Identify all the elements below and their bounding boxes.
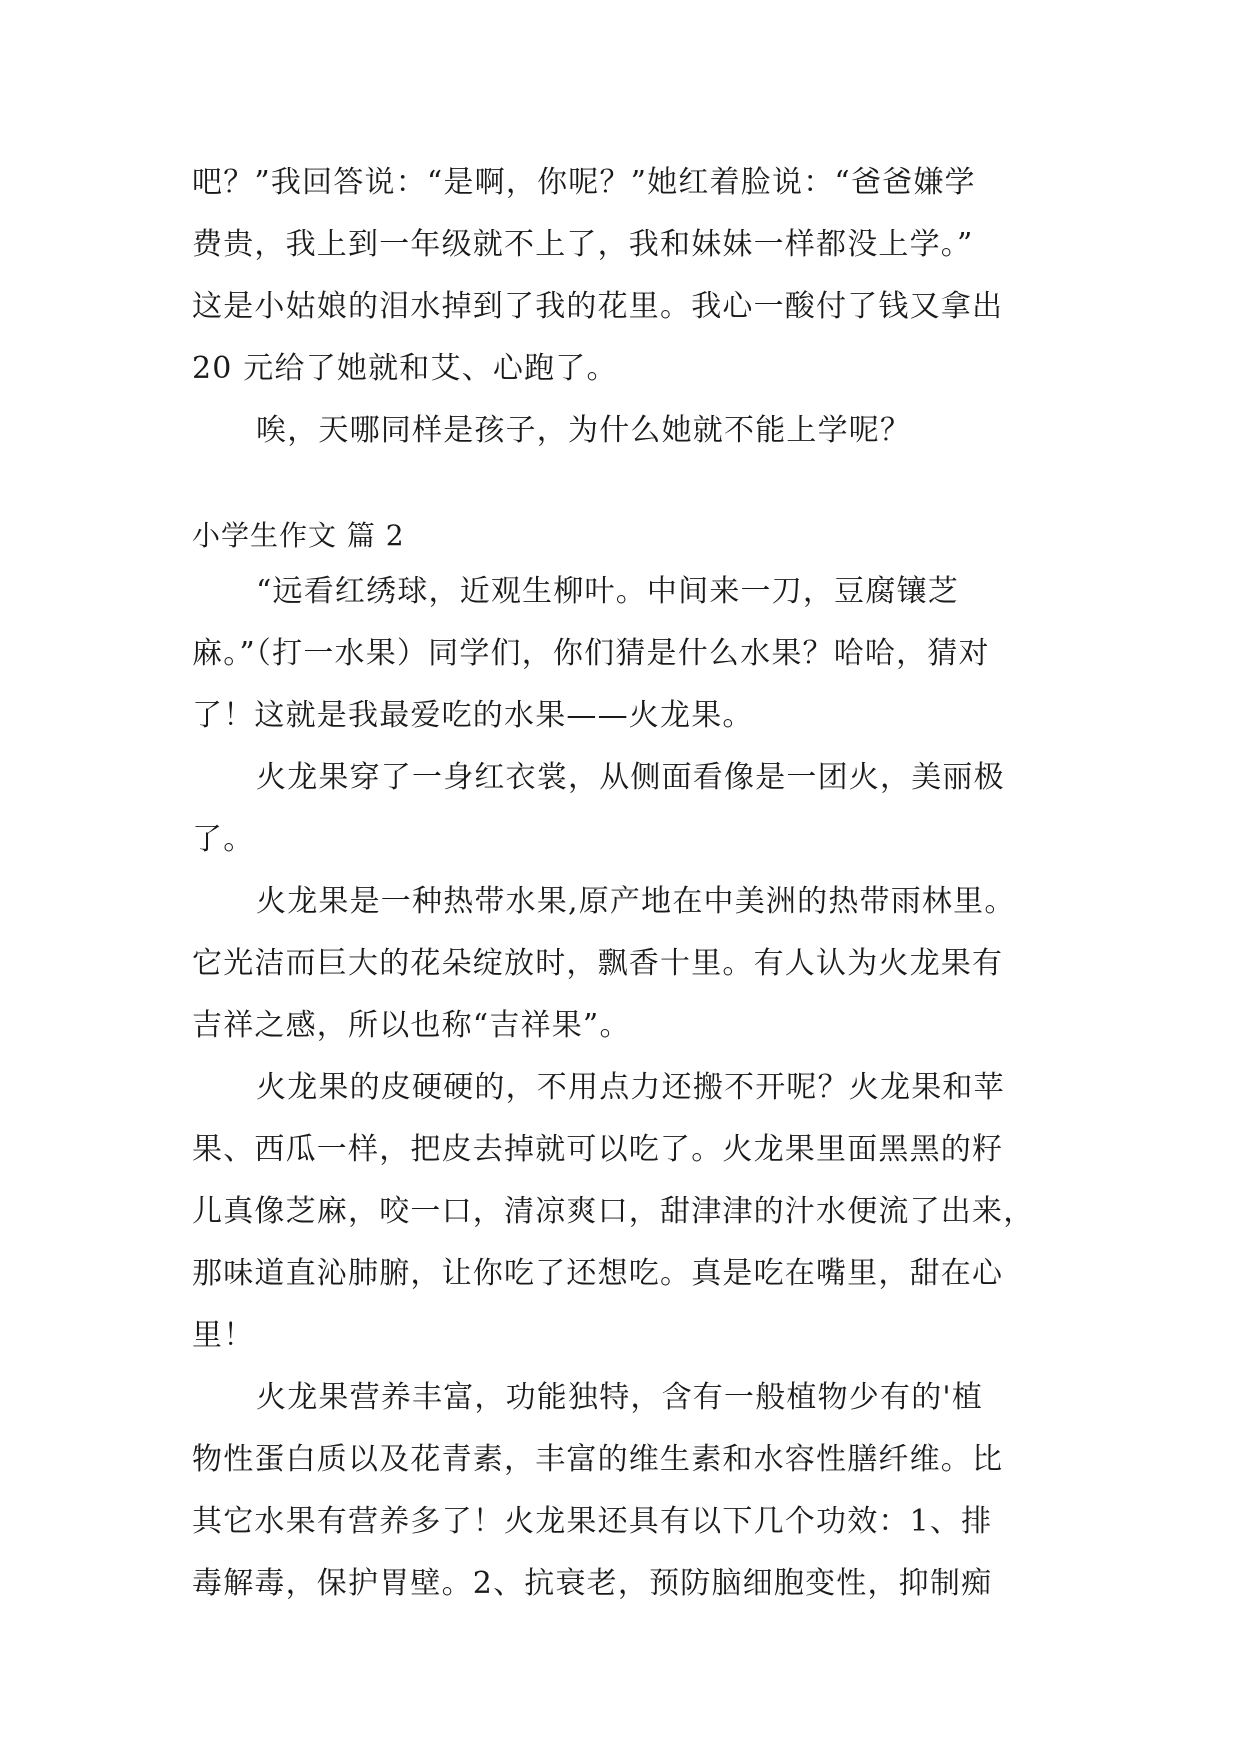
exclamation-paragraph: 唉，天哪同样是孩子，为什么她就不能上学呢？	[256, 413, 912, 448]
paragraph-line: 物性蛋白质以及花青素，丰富的维生素和水容性膳纤维。比	[192, 1442, 1004, 1477]
paragraph-line: 火龙果营养丰富，功能独特，含有一般植物少有的'植	[256, 1380, 984, 1415]
paragraph-line: 了！这就是我最爱吃的水果——火龙果。	[192, 698, 754, 733]
paragraph-line: “远看红绣球，近观生柳叶。中间来一刀，豆腐镶芝	[256, 574, 959, 609]
paragraph-line: 它光洁而巨大的花朵绽放时，飘香十里。有人认为火龙果有	[192, 946, 1004, 981]
paragraph-line: 其它水果有营养多了！火龙果还具有以下几个功效：1、排	[192, 1504, 993, 1539]
essay-1-ending	[192, 152, 1052, 462]
paragraph-line: 果、西瓜一样，把皮去掉就可以吃了。火龙果里面黑黑的籽	[192, 1132, 1004, 1167]
paragraph-line: 吧？”我回答说：“是啊，你呢？”她红着脸说：“爸爸嫌学	[192, 165, 976, 200]
paragraph-line: 20 元给了她就和艾、心跑了。	[192, 351, 618, 386]
paragraph-line: 那味道直沁肺腑，让你吃了还想吃。真是吃在嘴里，甜在心	[192, 1256, 1004, 1291]
paragraph-line: 费贵，我上到一年级就不上了，我和妹妹一样都没上学。”	[192, 227, 974, 262]
essay-2-body	[192, 561, 1052, 1615]
paragraph-line: 火龙果穿了一身红衣裳，从侧面看像是一团火，美丽极	[256, 760, 1005, 795]
paragraph-line: 火龙果是一种热带水果,原产地在中美洲的热带雨林里。	[256, 884, 1016, 919]
paragraph-line: 儿真像芝麻，咬一口，清凉爽口，甜津津的汁水便流了出来，	[192, 1194, 1035, 1229]
section-heading: 小学生作文 篇 2	[192, 519, 405, 552]
paragraph-line: 火龙果的皮硬硬的，不用点力还搬不开呢？火龙果和苹	[256, 1070, 1005, 1105]
paragraph-line: 吉祥之感，所以也称“吉祥果”。	[192, 1008, 631, 1043]
paragraph-line: 麻。”（打一水果）同学们，你们猜是什么水果？哈哈，猜对	[192, 636, 990, 671]
paragraph-line: 毒解毒，保护胃壁。2、抗衰老，预防脑细胞变性，抑制痴	[192, 1566, 993, 1601]
paragraph-line: 这是小姑娘的泪水掉到了我的花里。我心一酸付了钱又拿出	[192, 289, 1004, 324]
paragraph-line: 里！	[192, 1318, 255, 1353]
paragraph-line: 了。	[192, 822, 255, 857]
